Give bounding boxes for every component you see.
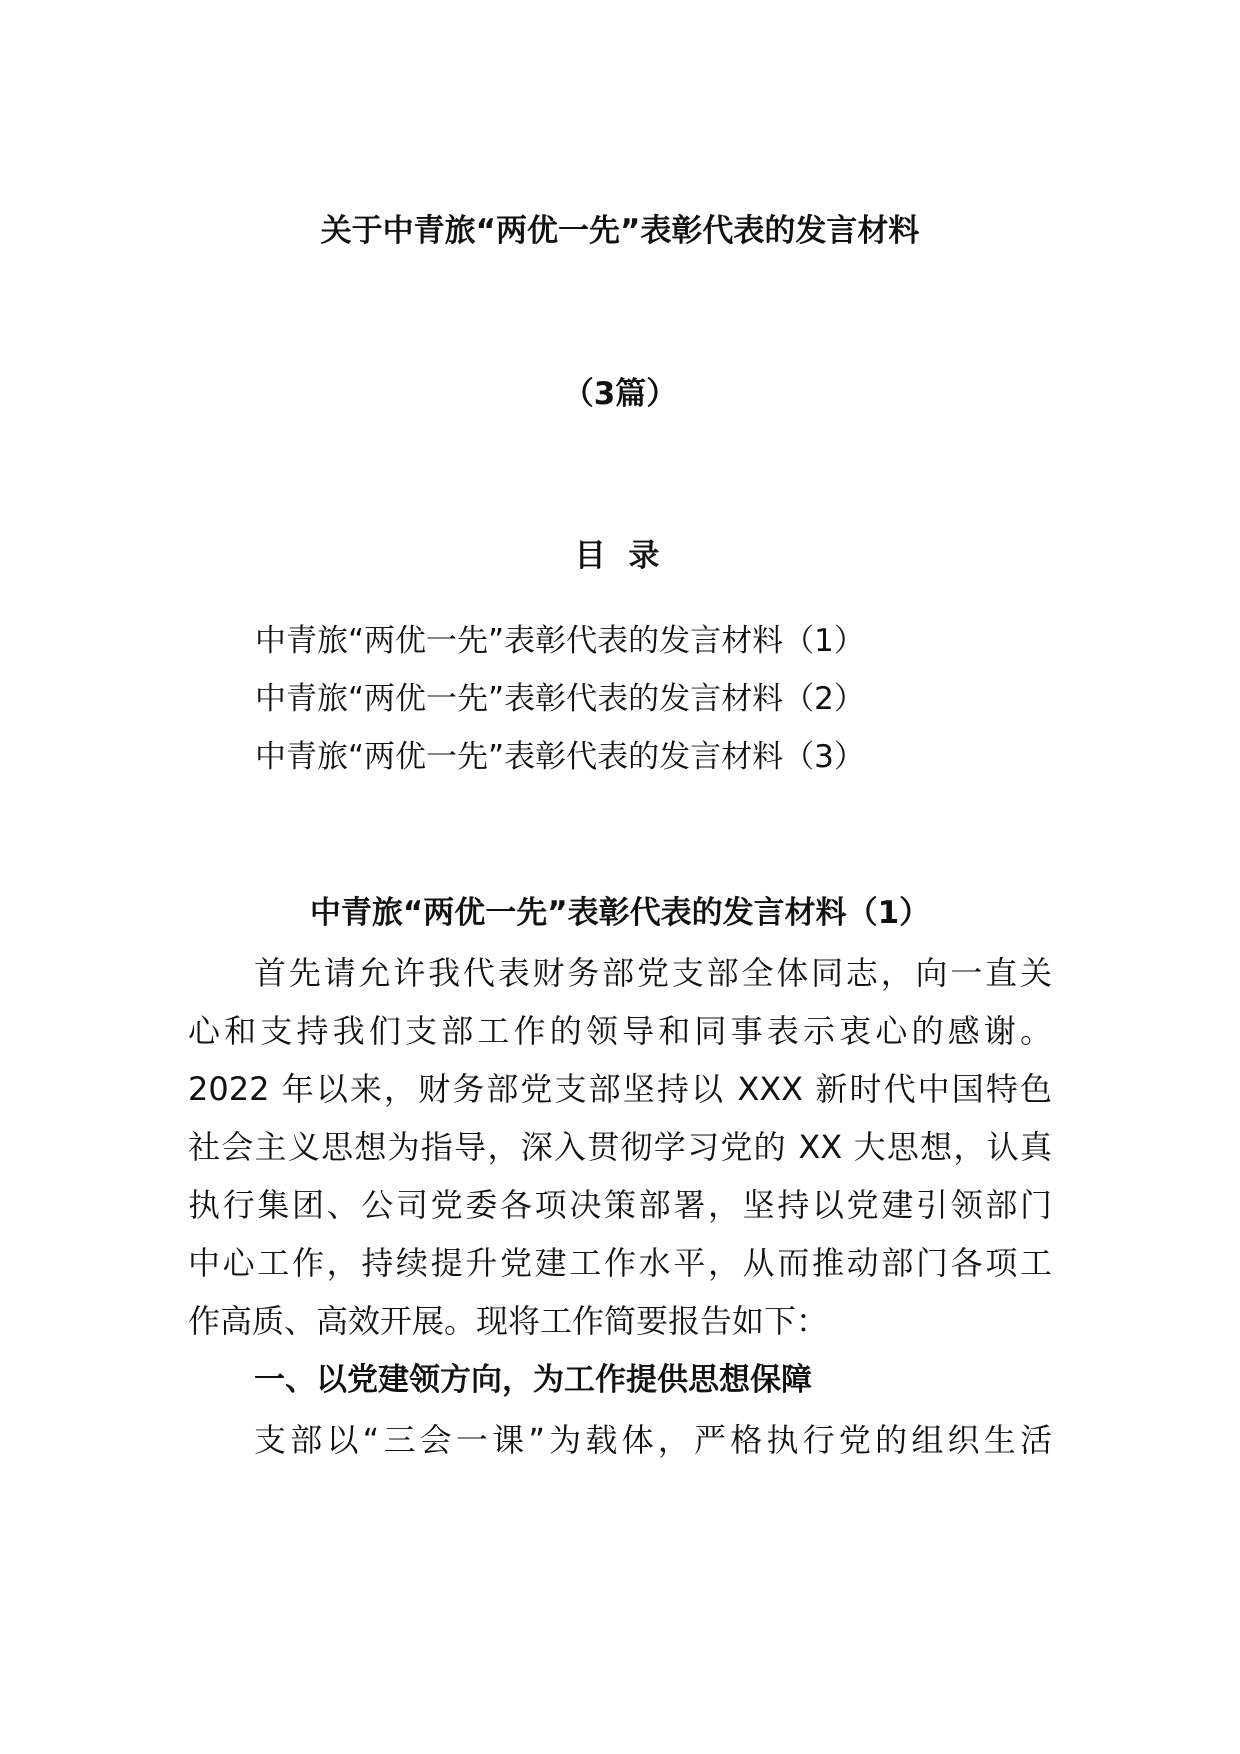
toc-heading: 目 录 [574, 538, 666, 574]
document-title: 关于中青旅“两优一先”表彰代表的发言材料 [320, 213, 920, 249]
paragraph-line: 执行集团、公司党委各项决策部署，坚持以党建引领部门 [188, 1186, 1052, 1224]
paragraph-line: 中心工作，持续提升党建工作水平，从而推动部门各项工 [188, 1244, 1052, 1282]
paragraph-line: 社会主义思想为指导，深入贯彻学习党的 XX 大思想，认真 [188, 1128, 1052, 1166]
paragraph-line: 2022 年以来，财务部党支部坚持以 XXX 新时代中国特色 [188, 1070, 1052, 1108]
section-heading: 一、以党建领方向，为工作提供思想保障 [254, 1362, 812, 1398]
section-title: 中青旅“两优一先”表彰代表的发言材料（1） [309, 895, 931, 931]
paragraph-line: 作高质、高效开展。现将工作简要报告如下： [188, 1302, 829, 1340]
toc-item-1[interactable]: 中青旅“两优一先”表彰代表的发言材料（1） [255, 623, 865, 659]
paragraph-line: 首先请允许我代表财务部党支部全体同志，向一直关 [254, 954, 1052, 992]
toc-item-3[interactable]: 中青旅“两优一先”表彰代表的发言材料（3） [255, 739, 865, 775]
paragraph-line: 支部以“三会一课”为载体，严格执行党的组织生活 [254, 1421, 1052, 1459]
paragraph-line: 心和支持我们支部工作的领导和同事表示衷心的感谢。 [188, 1012, 1052, 1050]
document-subtitle: （3篇） [562, 376, 678, 412]
toc-item-2[interactable]: 中青旅“两优一先”表彰代表的发言材料（2） [255, 681, 865, 717]
